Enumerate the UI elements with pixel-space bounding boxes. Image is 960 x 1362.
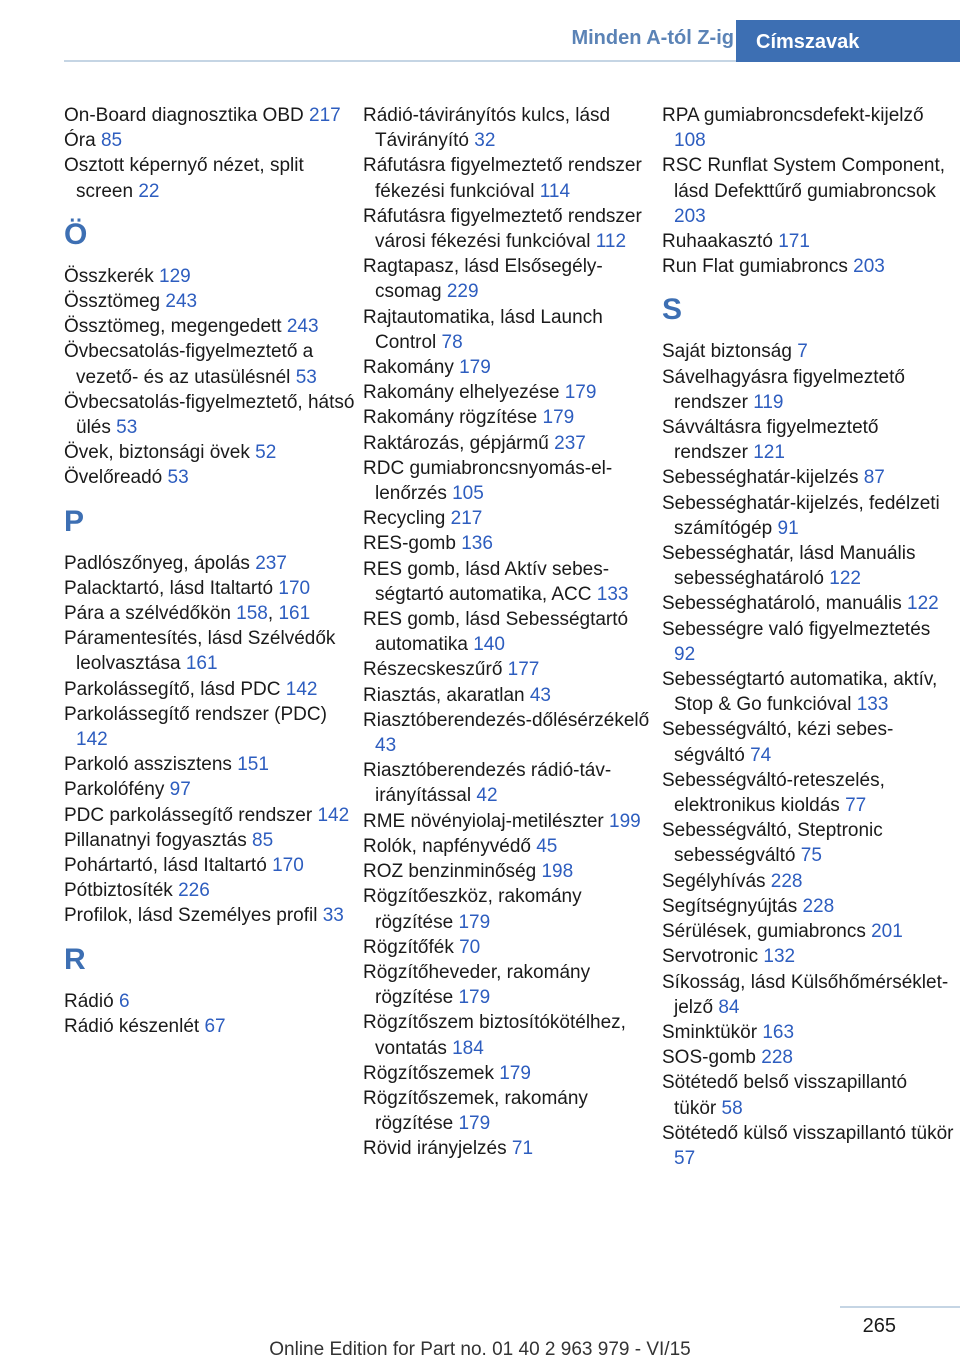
edition-footer: Online Edition for Part no. 01 40 2 963 979 - VI/15 <box>269 1339 691 1360</box>
index-entry-text: ROZ benzinminőség <box>363 861 537 883</box>
index-entry-text: Recycling <box>363 508 446 530</box>
index-entry <box>64 626 356 676</box>
page-reference-link[interactable]: 91 <box>777 517 799 539</box>
index-entry <box>662 1020 954 1045</box>
index-entry-text: RES-gomb <box>363 533 456 555</box>
index-entry-text: Részecskeszűrő <box>363 659 503 681</box>
index-entry-text: Rakomány rögzítése <box>363 407 538 429</box>
index-entry-text: RDC gumiabroncsnyomás-ellenőrzés <box>363 457 613 505</box>
index-entry <box>64 903 356 928</box>
footer-rule <box>840 1306 960 1308</box>
index-entry <box>363 884 655 934</box>
index-entry <box>363 456 655 506</box>
index-entry-text: Sebességre való figyelmeztetés <box>662 618 931 640</box>
page-reference-link[interactable]: 179 <box>458 987 491 1009</box>
index-entry <box>64 853 356 878</box>
index-entry <box>662 339 954 364</box>
page-number: 265 <box>862 1315 896 1337</box>
page-reference-link[interactable]: 121 <box>753 442 785 464</box>
index-column-1 <box>64 103 356 1039</box>
index-entry-text: Riasztás, akaratlan <box>363 684 525 706</box>
page-reference-link[interactable]: 122 <box>907 593 939 615</box>
index-entry <box>363 859 655 884</box>
index-entry <box>363 683 655 708</box>
index-entry-text: Rakomány elhelyezése <box>363 382 560 404</box>
page-reference-link[interactable]: 142 <box>317 804 350 826</box>
index-entry <box>64 803 356 828</box>
page-reference-link[interactable]: 85 <box>100 130 123 152</box>
index-entry-text: Raktározás, gépjármű <box>363 432 549 454</box>
index-entry <box>64 702 356 752</box>
index-entry <box>64 777 356 802</box>
page-reference-link[interactable]: 74 <box>750 744 772 766</box>
index-entry <box>363 1086 655 1136</box>
page-reference-link[interactable]: 133 <box>856 694 889 716</box>
index-entry <box>64 465 356 490</box>
page-reference-link[interactable]: 70 <box>459 936 481 958</box>
index-entry <box>662 919 954 944</box>
index-entry-text: Ráfutásra figyelmeztető rendszer fékezési funkcióval <box>363 155 642 202</box>
page-reference-link[interactable]: 84 <box>718 996 740 1018</box>
index-entry-text: Sebességhatár, lásd Manuális sebességhatároló <box>662 543 916 590</box>
page-reference-link[interactable]: 67 <box>204 1015 226 1037</box>
index-entry <box>64 752 356 777</box>
index-entry <box>662 768 954 818</box>
index-entry-text: Rádió-távirányítós kulcs, lásd Távirányító <box>363 105 611 152</box>
index-entry <box>363 935 655 960</box>
page-reference-link[interactable]: 53 <box>167 467 189 489</box>
index-entry-text: Sebességtartó automatika, aktív, Stop & Go funkcióval <box>662 669 938 716</box>
index-entry-text: PDC parkolássegítő rendszer <box>64 804 313 826</box>
page-reference-link[interactable]: 52 <box>255 442 277 464</box>
page-reference-link[interactable]: 179 <box>458 1113 491 1135</box>
index-entry <box>64 314 356 339</box>
index-entry <box>363 960 655 1010</box>
index-entry <box>64 989 356 1014</box>
page-reference-link[interactable]: 129 <box>159 265 191 287</box>
index-entry-text: Rövid irányjelzés <box>363 1138 507 1160</box>
page-reference-link[interactable]: 7 <box>797 341 808 363</box>
index-entry <box>363 809 655 834</box>
chapter-tab: Címszavak <box>736 20 960 62</box>
index-entry: Pára a szélvédőkön 158, 161 <box>64 603 311 625</box>
index-entry-text: Parkoló asszisztens <box>64 754 232 776</box>
index-entry-text: Rögzítőeszköz, rakomány rögzítése <box>363 886 582 933</box>
page-reference-link[interactable]: 32 <box>474 130 496 152</box>
index-entry <box>363 380 655 405</box>
page-reference-link[interactable]: 114 <box>539 180 571 202</box>
page-reference-link[interactable]: 203 <box>853 256 885 278</box>
page-reference-link[interactable]: 243 <box>165 291 198 313</box>
index-entry-text: Ruhaakasztó <box>662 231 773 253</box>
index-entry-text: Sebességhatár-kijelzés <box>662 467 859 489</box>
index-column-3 <box>662 103 954 1171</box>
page-reference-link[interactable]: 43 <box>529 684 551 706</box>
index-entry <box>662 818 954 868</box>
index-entry <box>64 440 356 465</box>
page-reference-link[interactable]: 87 <box>863 467 885 489</box>
page-reference-link[interactable]: 97 <box>169 779 191 801</box>
page-reference-link[interactable]: 228 <box>761 1047 793 1069</box>
page-reference-link[interactable]: 237 <box>554 432 586 454</box>
page-reference-link[interactable]: 92 <box>674 643 696 665</box>
page-reference-link[interactable]: 78 <box>441 331 463 353</box>
index-entry-text: Ráfutásra figyelmeztető rendszer városi fékezési funkcióval <box>363 205 642 253</box>
page-reference-link[interactable]: 151 <box>237 754 269 776</box>
index-entry-text: Sötétedő külső visszapillantó tükör <box>662 1122 954 1144</box>
index-entry-text: Pillanatnyi fogyasztás <box>64 829 247 851</box>
index-entry <box>363 506 655 531</box>
page-reference-link[interactable]: 75 <box>800 845 822 867</box>
index-entry-text: RSC Runflat System Component, lásd Defekttűrő gumiabroncsok <box>662 155 946 202</box>
page-reference-link[interactable]: 132 <box>763 946 796 968</box>
index-entry <box>363 204 655 254</box>
index-entry <box>363 405 655 430</box>
page-reference-link[interactable]: 179 <box>564 382 597 404</box>
index-entry <box>662 1121 954 1171</box>
index-entry-text: Síkosság, lásd Külsőhőmérséklet-jelző <box>662 971 949 1018</box>
page-reference-link[interactable]: 228 <box>770 870 803 892</box>
index-entry-text: Rolók, napfényvédő <box>363 835 531 857</box>
index-entry <box>363 758 655 808</box>
page-reference-link[interactable]: 229 <box>446 281 479 303</box>
index-entry <box>363 834 655 859</box>
page-reference-link[interactable]: 108 <box>674 130 706 152</box>
index-entry <box>662 491 954 541</box>
index-entry <box>662 541 954 591</box>
index-entry-text: Sebességváltó-reteszelés, elektronikus kioldás <box>662 769 885 817</box>
index-entry-text: Segélyhívás <box>662 870 766 892</box>
index-letter-heading: P <box>64 504 85 538</box>
index-entry-text: Összkerék <box>64 265 154 287</box>
page-reference-link[interactable]: 171 <box>778 231 810 253</box>
page-reference-link[interactable]: 201 <box>871 921 903 943</box>
page-reference-link[interactable]: 119 <box>753 391 784 413</box>
index-entry-text: Páramentesítés, lásd Szélvédők leolvasztása <box>64 628 336 675</box>
index-entry-text: RPA gumiabroncsdefekt-kijelző <box>662 105 924 126</box>
index-entry-text: Pótbiztosíték <box>64 880 173 902</box>
page-reference-link[interactable]: 203 <box>674 205 706 227</box>
index-entry-text: Parkolófény <box>64 779 165 801</box>
page-reference-link[interactable]: 161 <box>278 603 311 625</box>
index-entry <box>363 153 655 203</box>
page-reference-link[interactable]: 179 <box>542 407 575 429</box>
page-reference-link[interactable]: 53 <box>116 417 138 439</box>
index-entry <box>363 1136 655 1161</box>
index-entry-text: Sebességváltó, kézi sebességváltó <box>662 719 894 766</box>
index-entry-text: Övek, biztonsági övek <box>64 442 250 464</box>
page-reference-link[interactable]: 228 <box>802 895 835 917</box>
index-entry-text: Rajtautomatika, lásd Launch Control <box>363 306 603 353</box>
index-entry-text: Parkolássegítő, lásd PDC <box>64 678 281 700</box>
index-entry-text: Sebességhatár-kijelzés, fedélzeti számítógép <box>662 492 940 539</box>
index-entry-text: Rádió <box>64 990 114 1012</box>
index-entry <box>662 617 954 667</box>
index-entry <box>662 944 954 969</box>
index-entry <box>64 576 356 601</box>
page-reference-link[interactable]: 57 <box>674 1147 696 1169</box>
page-reference-link[interactable]: 158 <box>236 603 268 625</box>
index-entry-text: Rögzítőfék <box>363 936 454 958</box>
index-entry <box>363 531 655 556</box>
index-entry <box>64 103 356 128</box>
page-reference-link[interactable]: 217 <box>309 105 341 126</box>
page-reference-link[interactable]: 163 <box>762 1021 795 1043</box>
page-reference-link[interactable]: 142 <box>76 729 108 751</box>
index-entry <box>662 153 954 229</box>
page-reference-link[interactable]: 133 <box>596 583 629 605</box>
index-entry <box>662 894 954 919</box>
page-reference-link[interactable]: 184 <box>452 1037 484 1059</box>
index-entry <box>662 970 954 1020</box>
index-entry-text: Sminktükör <box>662 1021 758 1043</box>
page-reference-link[interactable]: 179 <box>458 911 491 933</box>
index-entry-text: Rakomány <box>363 357 454 379</box>
index-entry-text: Övbecsatolás-figyelmeztető, hátsó ülés <box>64 391 355 439</box>
index-entry-text: Sérülések, gumiabroncs <box>662 921 866 943</box>
page-reference-link[interactable]: 33 <box>322 905 344 927</box>
index-entry <box>363 657 655 682</box>
page-reference-link[interactable]: 170 <box>272 855 304 877</box>
page-reference-link[interactable]: 58 <box>721 1097 743 1119</box>
page-reference-link[interactable]: 53 <box>295 366 317 388</box>
index-entry-text: Pohártartó, lásd Italtartó <box>64 855 267 877</box>
index-entry-text: Parkolássegítő rendszer (PDC) <box>64 703 327 725</box>
index-entry <box>662 103 954 153</box>
index-entry <box>662 229 954 254</box>
index-entry-text: Ragtapasz, lásd Elsősegélycsomag <box>363 256 603 303</box>
index-entry <box>662 465 954 490</box>
page-reference-link[interactable]: 140 <box>473 634 505 656</box>
index-entry-text: RES gomb, lásd Sebességtartó automatika <box>363 609 629 656</box>
index-entry-text: Össztömeg, megengedett <box>64 316 282 338</box>
page-reference-link[interactable]: 179 <box>499 1062 531 1084</box>
index-entry <box>363 1061 655 1086</box>
page-reference-link[interactable]: 42 <box>476 785 498 807</box>
page-reference-link[interactable]: 243 <box>286 316 319 338</box>
index-entry <box>363 431 655 456</box>
index-entry-text: Óra <box>64 130 96 152</box>
index-entry <box>64 128 356 153</box>
index-entry <box>662 667 954 717</box>
index-entry-text: Rögzítőheveder, rakomány rögzítése <box>363 961 591 1009</box>
index-entry <box>64 289 356 314</box>
index-entry <box>363 1010 655 1060</box>
index-entry-text: On-Board diagnosztika OBD <box>64 105 304 126</box>
index-entry-text: Össztömeg <box>64 291 161 313</box>
index-entry <box>64 828 356 853</box>
index-entry <box>662 869 954 894</box>
index-entry-text: Riasztóberendezés rádió-távirányítással <box>363 760 612 807</box>
index-entry-text: Profilok, lásd Személyes profil <box>64 905 318 927</box>
index-entry-text: RES gomb, lásd Aktív sebességtartó automatika, ACC <box>363 558 610 605</box>
page-reference-link[interactable]: 198 <box>541 861 574 883</box>
page-reference-link[interactable]: 226 <box>178 880 210 902</box>
page-reference-link[interactable]: 136 <box>461 533 493 555</box>
index-entry-text: Rögzítőszemek <box>363 1062 494 1084</box>
index-entry <box>363 708 655 758</box>
page-reference-link[interactable]: 237 <box>255 552 287 574</box>
index-entry-text: SOS-gomb <box>662 1047 756 1069</box>
index-entry <box>662 415 954 465</box>
index-entry-text: Rögzítőszemek, rakomány rögzítése <box>363 1087 588 1135</box>
page-reference-link[interactable]: 105 <box>452 483 484 505</box>
index-entry <box>662 365 954 415</box>
index-entry <box>363 103 655 153</box>
index-letter-heading: Ö <box>64 217 88 251</box>
index-entry <box>64 339 356 389</box>
page-reference-link[interactable]: 161 <box>185 653 218 675</box>
page-reference-link[interactable]: 170 <box>278 577 311 599</box>
index-letter-heading: S <box>662 293 683 327</box>
index-entry-text: Servotronic <box>662 946 759 968</box>
index-entry-text: Osztott képernyő nézet, split screen <box>64 155 304 202</box>
page-reference-link[interactable]: 77 <box>845 795 867 817</box>
index-entry <box>662 1070 954 1120</box>
index-entry <box>363 305 655 355</box>
index-letter-heading: R <box>64 942 86 976</box>
index-entry <box>363 254 655 304</box>
page-reference-link[interactable]: 199 <box>609 810 641 832</box>
index-entry-text: Rádió készenlét <box>64 1015 200 1037</box>
index-entry-text: Pára a szélvédőkön <box>64 603 231 625</box>
index-entry-text: Padlószőnyeg, ápolás <box>64 552 250 574</box>
page-reference-link[interactable]: 22 <box>138 180 160 202</box>
page-reference-link[interactable]: 217 <box>450 508 483 530</box>
index-entry <box>64 264 356 289</box>
index-entry <box>64 390 356 440</box>
index-entry <box>662 1045 954 1070</box>
index-entry <box>64 878 356 903</box>
index-entry <box>64 551 356 576</box>
page-reference-link[interactable]: 85 <box>252 829 274 851</box>
index-entry-text: Sebességhatároló, manuális <box>662 593 902 615</box>
page-reference-link[interactable]: 45 <box>536 835 558 857</box>
index-entry <box>662 254 954 279</box>
index-entry <box>662 591 954 616</box>
index-entry <box>363 607 655 657</box>
index-entry-text: Sávelhagyásra figyelmeztető rendszer <box>662 366 905 413</box>
page-reference-link[interactable]: 43 <box>375 735 397 757</box>
index-entry-text: Rögzítőszem biztosítókötélhez, vontatás <box>363 1012 626 1059</box>
index-entry-text: Run Flat gumiabroncs <box>662 256 848 278</box>
page-reference-link[interactable]: 71 <box>511 1138 534 1160</box>
page-reference-link[interactable]: 112 <box>595 231 627 253</box>
index-entry-text: Saját biztonság <box>662 341 792 363</box>
index-entry-text: RME növényiolaj-metilészter <box>363 810 604 832</box>
page-reference-link[interactable]: 122 <box>829 568 861 590</box>
page-reference-link[interactable]: 6 <box>118 990 130 1012</box>
index-entry-text: Segítségnyújtás <box>662 895 798 917</box>
index-entry <box>64 677 356 702</box>
index-entry-text: Övbecsatolás-figyelmeztető a vezető- és az utasülésnél <box>64 341 314 388</box>
index-entry <box>662 717 954 767</box>
page-reference-link[interactable]: 142 <box>285 678 318 700</box>
index-entry-text: Övelőreadó <box>64 467 163 489</box>
page-reference-link[interactable]: 177 <box>507 659 540 681</box>
section-title: Minden A-tól Z-ig <box>571 27 734 49</box>
index-entry <box>363 557 655 607</box>
index-entry-text: Palacktartó, lásd Italtartó <box>64 577 274 599</box>
page-reference-link[interactable]: 179 <box>459 357 491 379</box>
index-entry-text: Sávváltásra figyelmeztető rendszer <box>662 417 879 464</box>
index-entry <box>363 355 655 380</box>
index-entry-text: Sötétedő belső visszapillantó tükör <box>662 1072 908 1119</box>
index-entry-text: Sebességváltó, Steptronic sebességváltó <box>662 820 883 867</box>
index-entry <box>64 1014 356 1039</box>
index-entry <box>64 153 356 203</box>
index-column-2 <box>363 103 655 1162</box>
index-entry-text: Riasztóberendezés-dőlésérzékelő <box>363 709 650 731</box>
